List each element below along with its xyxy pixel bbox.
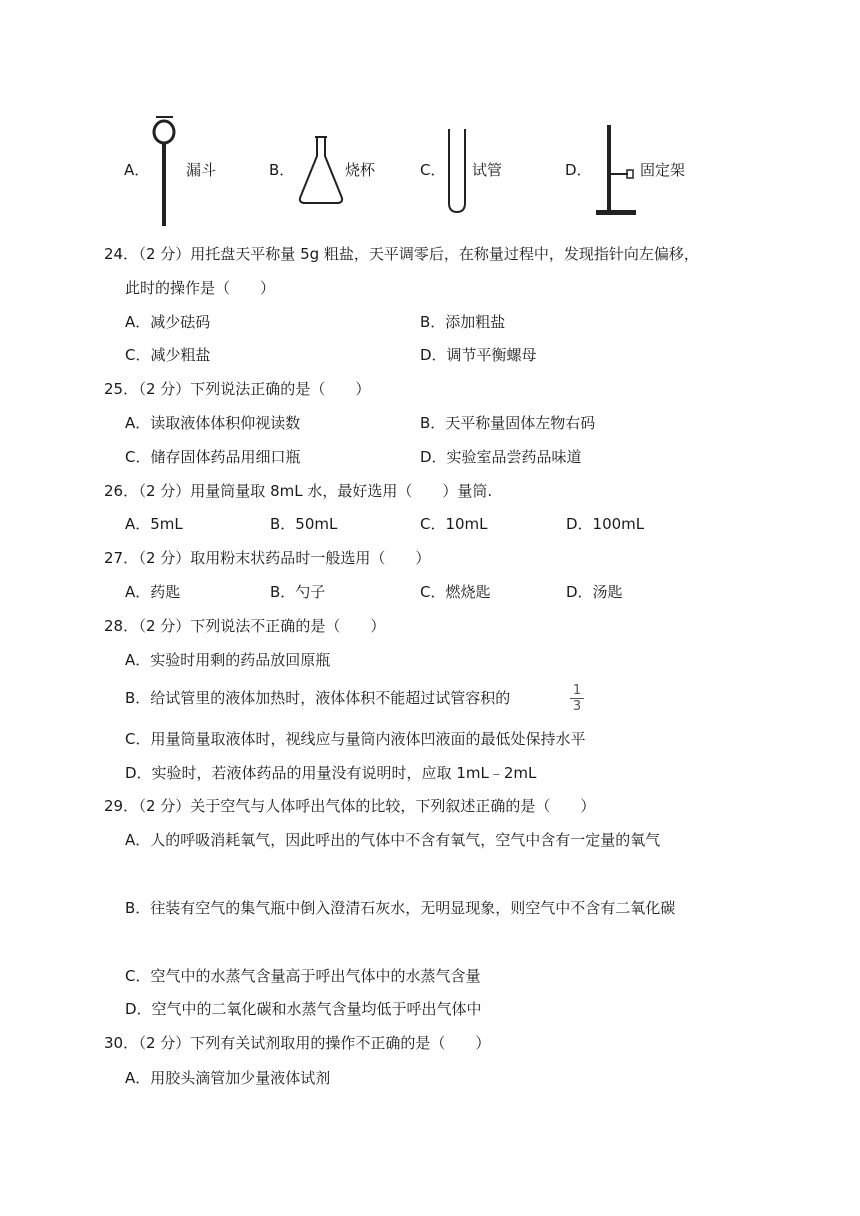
q29-option-a[interactable]: A．人的呼吸消耗氧气，因此呼出的气体中不含有氧气，空气中含有一定量的氧气 <box>125 831 661 849</box>
iron-stand-icon <box>592 122 640 218</box>
q26-number: 26． <box>104 482 139 500</box>
apparatus-a-name: 漏斗 <box>186 161 217 179</box>
apparatus-b-letter: B． <box>269 161 295 179</box>
apparatus-a-letter: A． <box>124 161 150 179</box>
q29-option-b[interactable]: B．往装有空气的集气瓶中倒入澄清石灰水，无明显现象，则空气中不含有二氧化碳 <box>125 899 676 917</box>
q24-stem-line1: （2 分）用托盘天平称量 5g 粗盐，天平调零后，在称量过程中，发现指针向左偏移， <box>131 245 699 263</box>
q24-option-b[interactable]: B．添加粗盐 <box>420 313 506 331</box>
one-third-fraction <box>570 684 584 713</box>
apparatus-d-letter: D． <box>565 161 592 179</box>
q29-stem: （2 分）关于空气与人体呼出气体的比较，下列叙述正确的是（ ） <box>131 797 596 815</box>
q29-number: 29． <box>104 797 139 815</box>
q26-option-d[interactable]: D．100mL <box>566 515 645 533</box>
q27-option-c[interactable]: C．燃烧匙 <box>420 583 491 601</box>
q28-option-a[interactable]: A．实验时用剩的药品放回原瓶 <box>125 651 331 669</box>
q28-number: 28． <box>104 617 139 635</box>
q30-option-a[interactable]: A．用胶头滴管加少量液体试剂 <box>125 1069 331 1087</box>
q26-stem: （2 分）用量筒量取 8mL 水，最好选用（ ）量筒. <box>131 482 493 500</box>
q25-stem: （2 分）下列说法正确的是（ ） <box>131 380 371 398</box>
fraction-denominator: 3 <box>572 699 582 714</box>
q28-option-c[interactable]: C．用量筒量取液体时，视线应与量筒内液体凹液面的最低处保持水平 <box>125 730 586 748</box>
apparatus-c-letter: C． <box>420 161 446 179</box>
apparatus-d-name: 固定架 <box>640 161 686 179</box>
q27-option-a[interactable]: A．药匙 <box>125 583 181 601</box>
q26-option-c[interactable]: C．10mL <box>420 515 488 533</box>
q24-option-a[interactable]: A．减少砝码 <box>125 313 211 331</box>
q29-option-c[interactable]: C．空气中的水蒸气含量高于呼出气体中的水蒸气含量 <box>125 967 481 985</box>
funnel-icon <box>150 110 190 230</box>
q30-number: 30． <box>104 1034 139 1052</box>
q24-option-d[interactable]: D．调节平衡螺母 <box>420 346 537 364</box>
q25-option-d[interactable]: D．实验室品尝药品味道 <box>420 448 582 466</box>
q25-option-b[interactable]: B．天平称量固体左物右码 <box>420 414 596 432</box>
fraction-numerator: 1 <box>572 683 582 698</box>
q25-option-a[interactable]: A．读取液体体积仰视读数 <box>125 414 301 432</box>
q30-stem: （2 分）下列有关试剂取用的操作不正确的是（ ） <box>131 1034 491 1052</box>
q27-number: 27． <box>104 549 139 567</box>
q24-stem-line2: 此时的操作是（ ） <box>125 279 276 297</box>
q24-option-c[interactable]: C．减少粗盐 <box>125 346 211 364</box>
q25-option-c[interactable]: C．储存固体药品用细口瓶 <box>125 448 301 466</box>
q27-stem: （2 分）取用粉末状药品时一般选用（ ） <box>131 549 431 567</box>
q25-number: 25． <box>104 380 139 398</box>
q28-stem: （2 分）下列说法不正确的是（ ） <box>131 617 386 635</box>
q28-option-d[interactable]: D．实验时，若液体药品的用量没有说明时，应取 1mL﹣2mL <box>125 764 537 782</box>
q26-option-b[interactable]: B．50mL <box>270 515 338 533</box>
q27-option-d[interactable]: D．汤匙 <box>566 583 623 601</box>
q24-number: 24． <box>104 245 139 263</box>
q29-option-d[interactable]: D．空气中的二氧化碳和水蒸气含量均低于呼出气体中 <box>125 1000 482 1018</box>
apparatus-c-name: 试管 <box>472 161 503 179</box>
q26-option-a[interactable]: A．5mL <box>125 515 183 533</box>
flask-icon <box>296 134 346 206</box>
test-tube-icon <box>446 127 468 215</box>
apparatus-b-name: 烧杯 <box>345 161 376 179</box>
q28-option-b[interactable]: B．给试管里的液体加热时，液体体积不能超过试管容积的 <box>125 689 511 707</box>
q27-option-b[interactable]: B．勺子 <box>270 583 326 601</box>
